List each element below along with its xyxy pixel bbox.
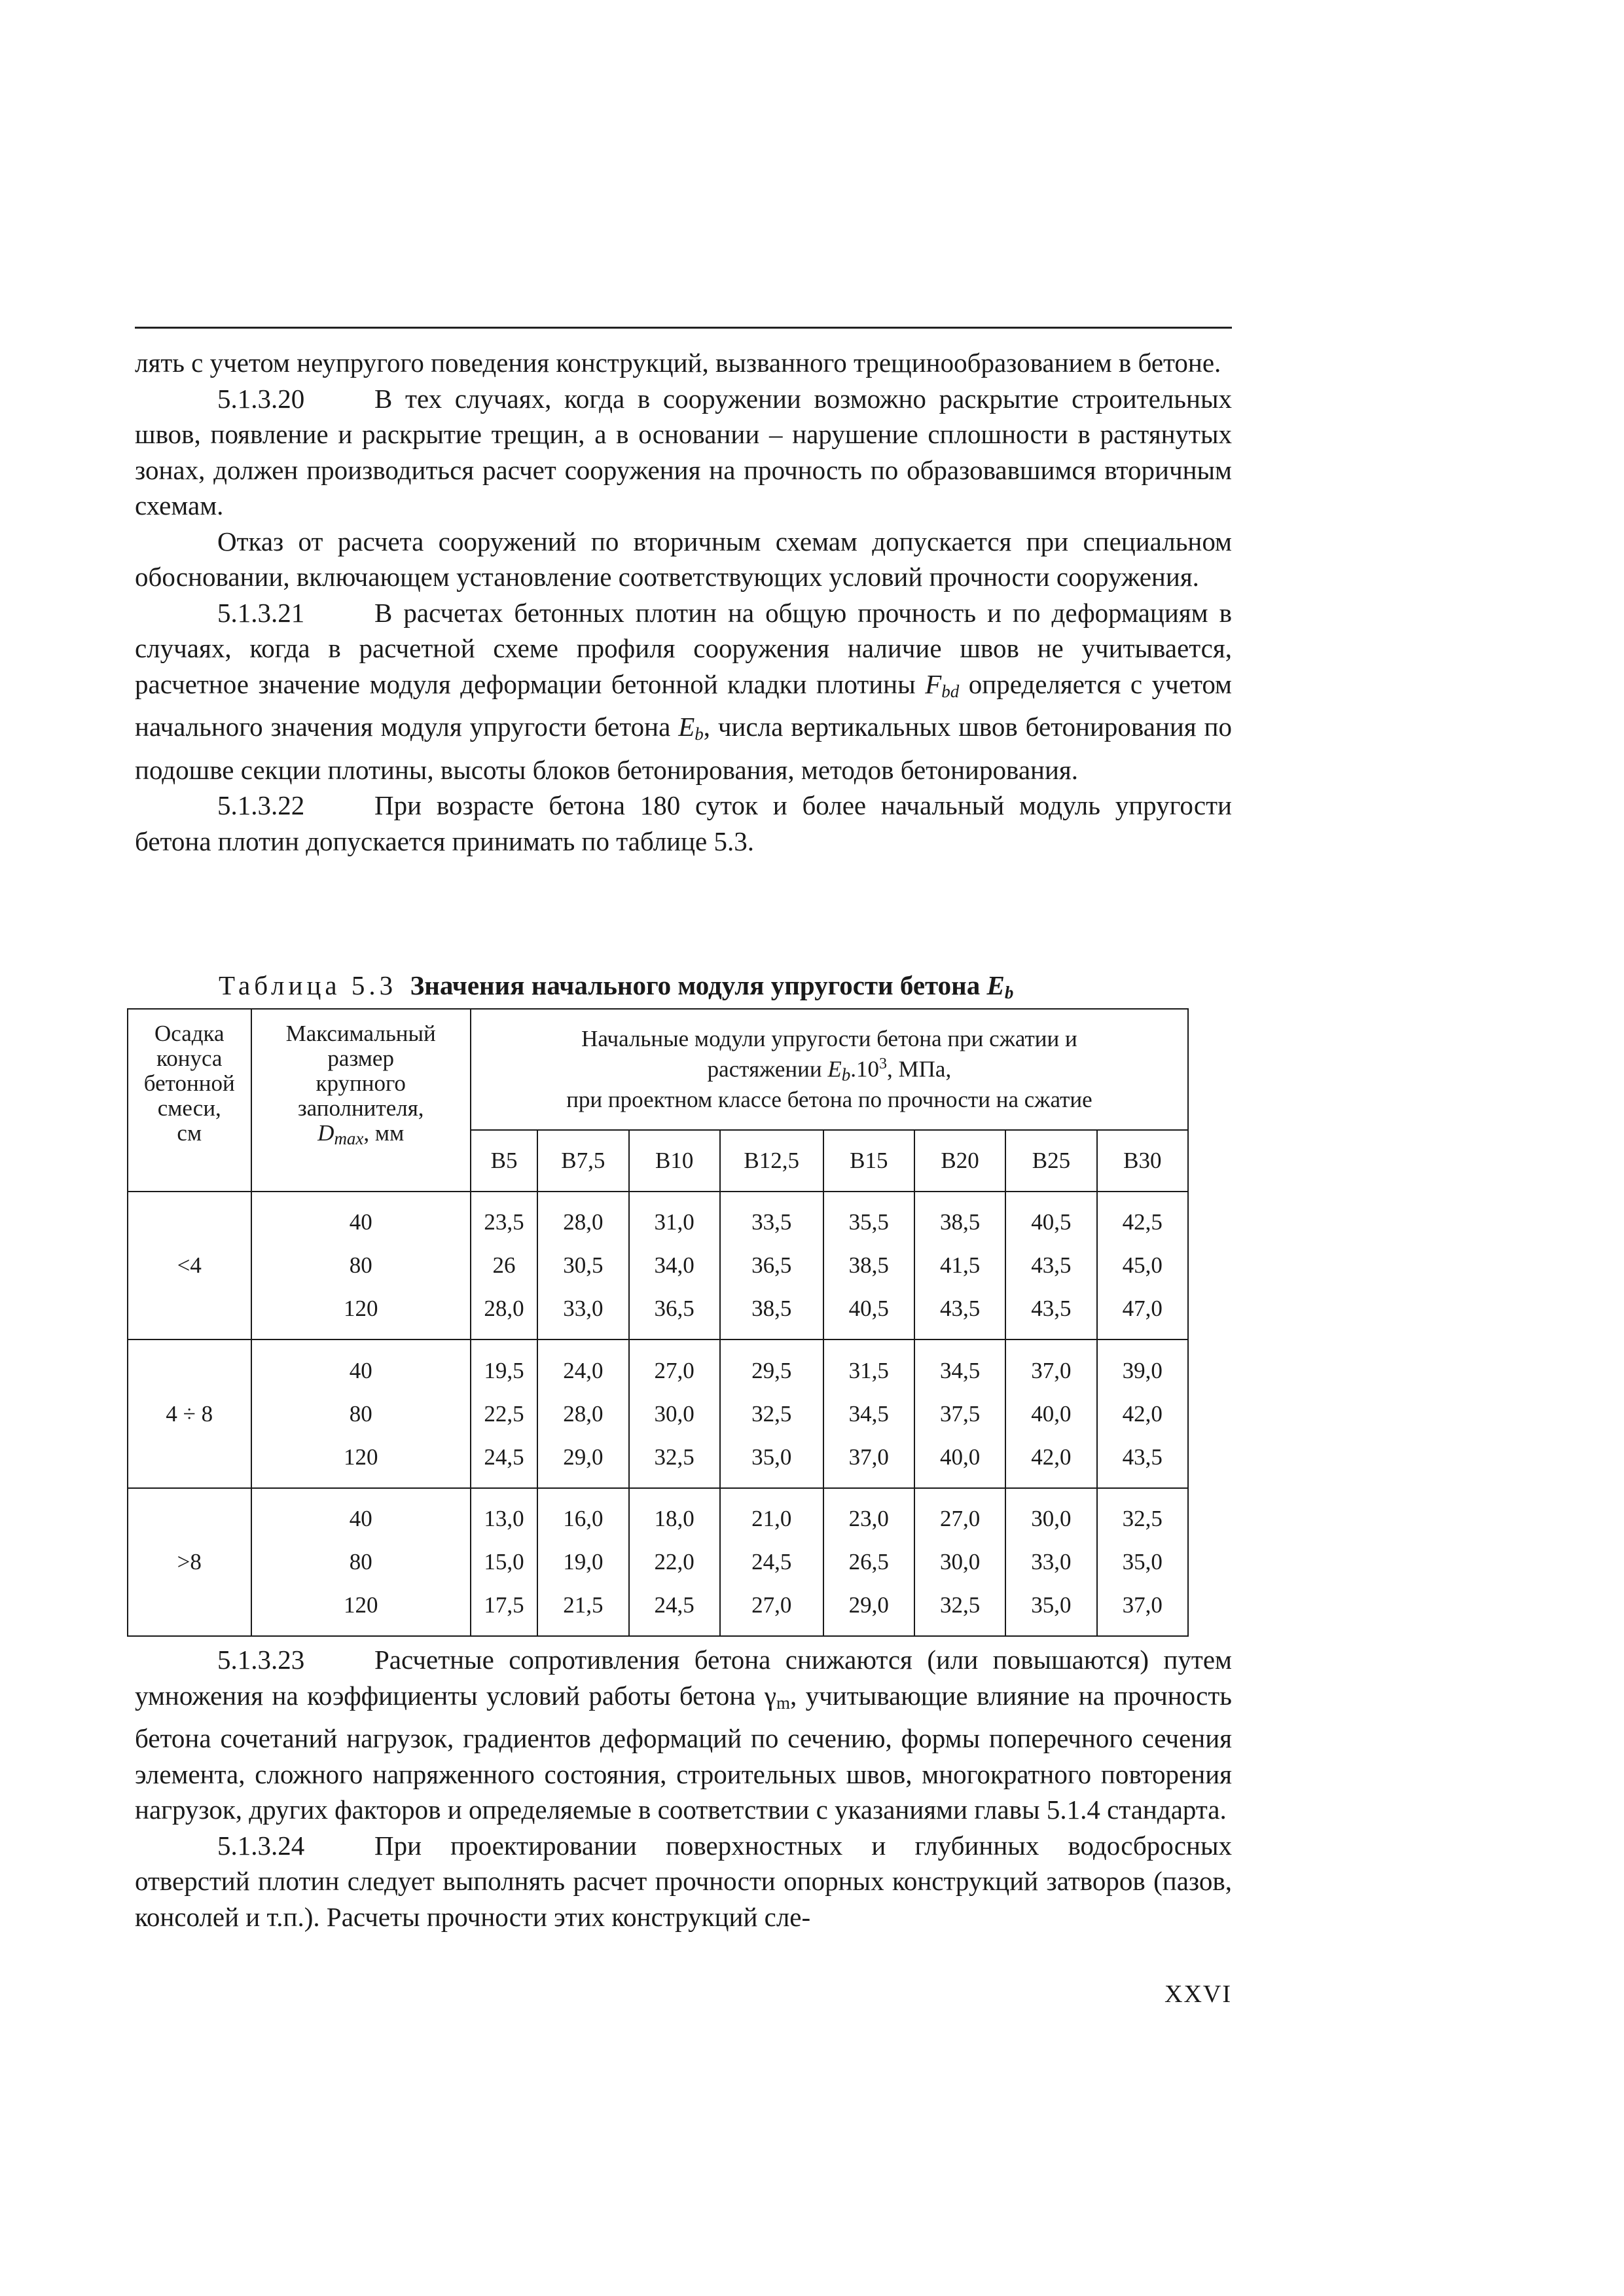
body-text-bottom — [135, 1642, 1232, 1935]
table-title-symbol-subscript: b — [1004, 983, 1014, 1002]
clause-text: Расчетные сопротивления бетона снижаются (или повышаются) путем умножения на коэффициенты условий работы бетона — [135, 1645, 1232, 1711]
symbol-f: F — [925, 668, 942, 699]
modulus-cell — [537, 1339, 628, 1487]
symbol-e: E — [827, 1057, 842, 1083]
aggregate-size-value: 40 — [349, 1357, 372, 1383]
modulus-value: 19,0 — [563, 1548, 604, 1575]
header-rule — [135, 327, 1232, 329]
header-span-line: при проектном классе бетона по прочности на сжатие — [566, 1087, 1092, 1113]
modulus-value: 30,0 — [939, 1548, 981, 1575]
modulus-value: 30,5 — [563, 1252, 604, 1279]
header-aggregate-line: размер — [327, 1046, 394, 1071]
paragraph-5-1-3-20 — [135, 381, 1232, 524]
modulus-value: 43,5 — [939, 1296, 981, 1322]
header-slump — [128, 1009, 251, 1192]
modulus-value: 45,0 — [1122, 1252, 1163, 1279]
table-caption — [219, 968, 1200, 1010]
modulus-cell — [471, 1488, 537, 1636]
aggregate-size-cell — [251, 1488, 471, 1636]
modulus-value: 26,5 — [848, 1548, 889, 1575]
class-header: B25 — [1005, 1130, 1096, 1192]
paragraph-continuation: лять с учетом неупругого поведения конструкций, вызванного трещинообразованием в бетоне. — [135, 348, 1221, 378]
modulus-value: 21,0 — [751, 1505, 792, 1531]
header-aggregate-line: Максимальный — [285, 1021, 436, 1046]
modulus-value: 40,5 — [1031, 1209, 1072, 1235]
modulus-value: 24,0 — [563, 1357, 604, 1383]
modulus-value: 37,0 — [848, 1444, 889, 1470]
header-slump-line: смеси, — [157, 1095, 221, 1121]
header-aggregate-symbol-line — [256, 1121, 466, 1151]
paragraph-5-1-3-24 — [135, 1828, 1232, 1935]
modulus-value: 32,5 — [939, 1592, 981, 1618]
modulus-value: 38,5 — [751, 1296, 792, 1322]
modulus-cell — [823, 1488, 914, 1636]
aggregate-size-cell — [251, 1339, 471, 1487]
modulus-cell — [914, 1339, 1005, 1487]
modulus-value: 23,0 — [848, 1505, 889, 1531]
modulus-value: 29,0 — [563, 1444, 604, 1470]
aggregate-size-value: 80 — [349, 1548, 372, 1575]
modulus-value: 32,5 — [1122, 1505, 1163, 1531]
modulus-value: 40,5 — [848, 1296, 889, 1322]
modulus-value: 35,0 — [751, 1444, 792, 1470]
modulus-value: 18,0 — [654, 1505, 695, 1531]
modulus-cell — [1097, 1339, 1188, 1487]
class-header: B7,5 — [537, 1130, 628, 1192]
modulus-value: 28,0 — [563, 1209, 604, 1235]
modulus-value: 42,0 — [1031, 1444, 1072, 1470]
clause-text: При проектировании поверхностных и глубинных водосбросных отверстий плотин следует выполнять расчет прочности опорных конструкций затворов (пазов, консолей и т.п.). Расчеты прочности этих конструкций сле- — [135, 1830, 1232, 1932]
modulus-value: 32,5 — [654, 1444, 695, 1470]
modulus-cell — [537, 1488, 628, 1636]
modulus-value: 16,0 — [563, 1505, 604, 1531]
modulus-value: 23,5 — [484, 1209, 524, 1235]
modulus-value: 43,5 — [1031, 1252, 1072, 1279]
header-span-line — [475, 1051, 1183, 1087]
class-header: B10 — [629, 1130, 720, 1192]
modulus-value: 13,0 — [484, 1505, 524, 1531]
modulus-value: 22,5 — [484, 1400, 524, 1427]
paragraph-5-1-3-22 — [135, 788, 1232, 859]
header-slump-line: конуса — [156, 1046, 223, 1071]
modulus-cell — [914, 1488, 1005, 1636]
modulus-value: 27,0 — [654, 1357, 695, 1383]
modulus-value: 34,5 — [939, 1357, 981, 1383]
modulus-cell — [823, 1192, 914, 1339]
body-text-top — [135, 345, 1232, 859]
class-header: B20 — [914, 1130, 1005, 1192]
aggregate-size-value: 40 — [349, 1209, 372, 1235]
modulus-value: 35,0 — [1031, 1592, 1072, 1618]
modulus-value: 42,5 — [1122, 1209, 1163, 1235]
modulus-cell — [720, 1488, 823, 1636]
modulus-value: 24,5 — [751, 1548, 792, 1575]
modulus-value: 40,0 — [939, 1444, 981, 1470]
modulus-cell — [1005, 1192, 1096, 1339]
modulus-value: 39,0 — [1122, 1357, 1163, 1383]
header-span-line: Начальные модули упругости бетона при сжатии и — [581, 1026, 1077, 1052]
symbol-gamma-subscript: m — [776, 1692, 790, 1713]
aggregate-size-cell — [251, 1192, 471, 1339]
slump-cell: 4 ÷ 8 — [128, 1339, 251, 1487]
modulus-value: 37,0 — [1122, 1592, 1163, 1618]
paragraph-5-1-3-21 — [135, 595, 1232, 788]
modulus-value: 37,5 — [939, 1400, 981, 1427]
modulus-value: 17,5 — [484, 1592, 524, 1618]
modulus-cell — [629, 1192, 720, 1339]
table-title-symbol: E — [986, 970, 1005, 1000]
header-slump-line: бетонной — [143, 1070, 235, 1096]
modulus-cell — [471, 1192, 537, 1339]
header-modulus-span — [471, 1009, 1188, 1130]
modulus-value: 30,0 — [654, 1400, 695, 1427]
class-header: B5 — [471, 1130, 537, 1192]
page-number: XXVI — [1164, 1980, 1232, 2008]
header-slump-line: см — [177, 1120, 202, 1146]
modulus-value: 42,0 — [1122, 1400, 1163, 1427]
modulus-cell — [1097, 1192, 1188, 1339]
modulus-value: 29,5 — [751, 1357, 792, 1383]
clause-number: 5.1.3.23 — [217, 1645, 305, 1675]
clause-text: определяется с учетом начального значения модуля упругости бетона — [135, 668, 1232, 742]
header-aggregate-line: крупного — [316, 1070, 406, 1096]
class-header: B12,5 — [720, 1130, 823, 1192]
modulus-cell — [1005, 1488, 1096, 1636]
header-span-text: .10 — [850, 1057, 880, 1083]
modulus-value: 33,0 — [1031, 1548, 1072, 1575]
header-row-1 — [128, 1009, 1188, 1130]
modulus-cell — [471, 1339, 537, 1487]
header-aggregate-line: заполнителя, — [297, 1095, 424, 1121]
class-header: B30 — [1097, 1130, 1188, 1192]
elastic-modulus-table — [127, 1008, 1189, 1637]
table-label: Таблица 5.3 — [219, 970, 397, 1000]
modulus-value: 37,0 — [1031, 1357, 1072, 1383]
modulus-value: 31,0 — [654, 1209, 695, 1235]
modulus-value: 33,5 — [751, 1209, 792, 1235]
modulus-value: 43,5 — [1122, 1444, 1163, 1470]
modulus-value: 30,0 — [1031, 1505, 1072, 1531]
clause-text: , числа вертикальных швов бетонирования по подошве секции плотины, высоты блоков бетонирования, методов бетонирования. — [135, 712, 1232, 785]
clause-number: 5.1.3.22 — [217, 790, 305, 820]
modulus-value: 47,0 — [1122, 1296, 1163, 1322]
modulus-cell — [1005, 1339, 1096, 1487]
modulus-cell — [720, 1339, 823, 1487]
slump-cell: >8 — [128, 1488, 251, 1636]
modulus-value: 27,0 — [939, 1505, 981, 1531]
clause-text: В расчетах бетонных плотин на общую прочность и по деформациям в случаях, когда в расчетной схеме профиля сооружения наличие швов не учитывается, расчетное значение модуля деформации бетонной кладки плотины — [135, 597, 1232, 699]
modulus-cell — [537, 1192, 628, 1339]
modulus-value: 29,0 — [848, 1592, 889, 1618]
paragraph-refusal: Отказ от расчета сооружений по вторичным схемам допускается при специальном обосновании, включающем установление соответствующих условий прочности сооружения. — [135, 526, 1232, 592]
slump-cell: <4 — [128, 1192, 251, 1339]
clause-number: 5.1.3.21 — [217, 597, 305, 628]
clause-number: 5.1.3.20 — [217, 383, 305, 414]
table-title: Значения начального модуля упругости бетона — [410, 970, 981, 1000]
modulus-value: 38,5 — [939, 1209, 981, 1235]
symbol-e-subscript: b — [841, 1065, 851, 1085]
modulus-cell — [823, 1339, 914, 1487]
modulus-value: 34,5 — [848, 1400, 889, 1427]
modulus-value: 32,5 — [751, 1400, 792, 1427]
modulus-cell — [1097, 1488, 1188, 1636]
modulus-value: 40,0 — [1031, 1400, 1072, 1427]
modulus-value: 31,5 — [848, 1357, 889, 1383]
aggregate-size-value: 80 — [349, 1252, 372, 1279]
header-span-text: , МПа, — [887, 1057, 952, 1083]
modulus-value: 34,0 — [654, 1252, 695, 1279]
symbol-f-subscript: bd — [941, 681, 960, 701]
modulus-cell — [914, 1192, 1005, 1339]
modulus-value: 28,0 — [563, 1400, 604, 1427]
aggregate-size-value: 80 — [349, 1400, 372, 1427]
symbol-d-subscript: max — [334, 1129, 364, 1148]
table-row-group-3 — [128, 1488, 1188, 1636]
modulus-value: 28,0 — [484, 1296, 524, 1322]
exponent: 3 — [879, 1055, 888, 1073]
clause-text: , учитывающие влияние на прочность бетона сочетаний нагрузок, градиентов деформаций по сечению, формы поперечного сечения элемента, сложного напряженного состояния, строительных швов, многократного повторения нагрузок, других факторов и определяемые в соответствии с указаниями главы 5.1.4 стандарта. — [135, 1680, 1232, 1825]
modulus-cell — [629, 1488, 720, 1636]
modulus-value: 36,5 — [751, 1252, 792, 1279]
table-row-group-2 — [128, 1339, 1188, 1487]
aggregate-size-value: 120 — [343, 1296, 378, 1322]
class-header: B15 — [823, 1130, 914, 1192]
modulus-value: 24,5 — [654, 1592, 695, 1618]
aggregate-size-value: 40 — [349, 1505, 372, 1531]
modulus-value: 43,5 — [1031, 1296, 1072, 1322]
clause-text: В тех случаях, когда в сооружении возможно раскрытие строительных швов, появление и раскрытие трещин, а в основании – нарушение сплошности в растянутых зонах, должен производиться расчет сооружения на прочность по образовавшимся вторичным схемам. — [135, 383, 1232, 520]
modulus-value: 38,5 — [848, 1252, 889, 1279]
modulus-value: 22,0 — [654, 1548, 695, 1575]
modulus-cell — [629, 1339, 720, 1487]
paragraph-5-1-3-23 — [135, 1642, 1232, 1828]
unit-mm: , мм — [363, 1120, 405, 1146]
modulus-value: 35,5 — [848, 1209, 889, 1235]
modulus-cell — [720, 1192, 823, 1339]
modulus-value: 35,0 — [1122, 1548, 1163, 1575]
modulus-value: 19,5 — [484, 1357, 524, 1383]
modulus-value: 41,5 — [939, 1252, 981, 1279]
header-slump-line: Осадка — [154, 1021, 225, 1046]
modulus-value: 15,0 — [484, 1548, 524, 1575]
modulus-value: 26 — [492, 1252, 516, 1279]
header-aggregate-size — [251, 1009, 471, 1192]
aggregate-size-value: 120 — [343, 1592, 378, 1618]
modulus-value: 24,5 — [484, 1444, 524, 1470]
symbol-d: D — [317, 1120, 334, 1146]
clause-text: При возрасте бетона 180 суток и более начальный модуль упругости бетона плотин допускается принимать по таблице 5.3. — [135, 790, 1232, 856]
header-span-text: растяжении — [707, 1057, 822, 1083]
symbol-e-subscript: b — [695, 724, 704, 744]
table-row-group-1 — [128, 1192, 1188, 1339]
modulus-value: 33,0 — [563, 1296, 604, 1322]
clause-number: 5.1.3.24 — [217, 1830, 305, 1861]
modulus-value: 27,0 — [751, 1592, 792, 1618]
modulus-value: 36,5 — [654, 1296, 695, 1322]
symbol-e: E — [678, 712, 695, 742]
modulus-value: 21,5 — [563, 1592, 604, 1618]
aggregate-size-value: 120 — [343, 1444, 378, 1470]
symbol-gamma: γ — [764, 1680, 776, 1711]
